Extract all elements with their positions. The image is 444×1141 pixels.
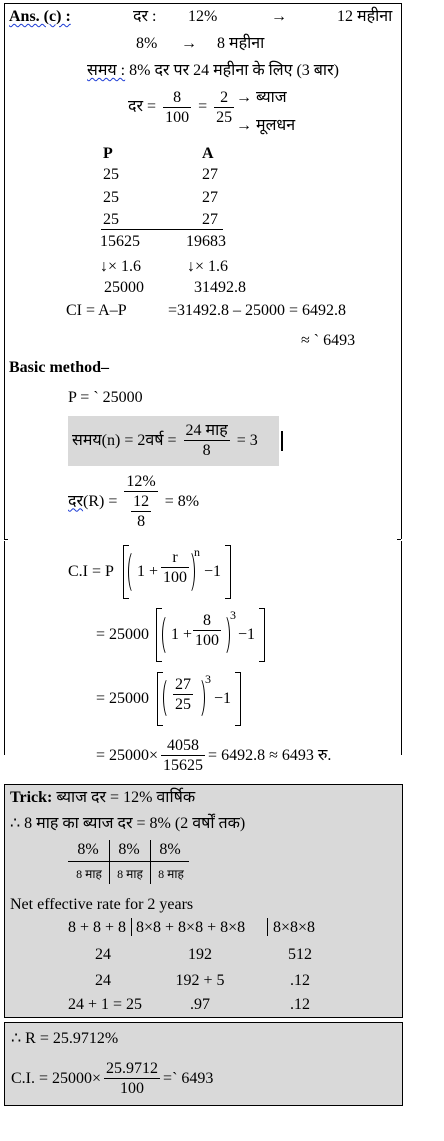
grid-bottom-2: 8 माह — [117, 867, 143, 881]
divider — [267, 918, 268, 936]
step1-lhs: = 25000 — [96, 626, 150, 643]
principal-line: P = ` 25000 — [68, 389, 143, 406]
final-ci-expression: C.I. = 25000× $\frac{25.9712}{100}$ =` 6493 — [11, 1060, 214, 1097]
header-col-c: 8×8×8 — [273, 919, 316, 936]
right-paren — [218, 614, 230, 656]
row-3-p: 25 — [103, 211, 119, 228]
row-2-p: 25 — [103, 189, 119, 206]
net-rate-label: Net effective rate for 2 years — [10, 896, 194, 913]
right-bracket — [225, 545, 231, 599]
multiplication-rule — [101, 229, 223, 230]
formula-one-plus: 1 + — [137, 563, 159, 580]
header-col-b: 8×8 + 8×8 + 8×8 — [136, 919, 246, 936]
row-2-col-c: .12 — [290, 972, 310, 989]
row-1-p: 25 — [103, 166, 119, 183]
header-col-a: 8 + 8 + 8 — [67, 919, 127, 936]
grid-top-2: 8% — [118, 841, 140, 858]
rate-label: दर : — [133, 8, 157, 25]
rate-grid — [68, 840, 189, 884]
row-1-a: 27 — [202, 166, 218, 183]
months-value: 12 महीना — [337, 8, 393, 25]
row-3-col-c: .12 — [290, 996, 310, 1013]
row-3-a: 27 — [202, 211, 218, 228]
time-note: समय : 8% दर पर 24 महीना के लिए (3 बार) — [87, 62, 339, 79]
step1-minus-one: −1 — [238, 626, 256, 643]
formula-r-fraction: $\frac{r}{100}$ — [163, 549, 187, 586]
trick-line-2: ∴ 8 माह का ब्याज दर = 8% (2 वर्षों तक) — [10, 815, 246, 832]
rate-expression: दर(R) = $\frac{12\%}{\frac{12}{8}}$ = 8% — [68, 473, 200, 530]
formula-minus-one: −1 — [204, 563, 222, 580]
ci-formula-lhs: C.I = P — [68, 563, 114, 580]
row-3-col-b: .97 — [190, 996, 210, 1013]
months-8-value: 8 महीना — [217, 35, 265, 52]
time-expression: समय(n) = 2वर्ष = $\frac{\text{24 माह}}{8}$ = 3 — [72, 422, 258, 459]
rate-value: 12% — [188, 8, 218, 25]
principal-pointer: → मूलधन — [236, 117, 296, 134]
ratio-expression: दर = $\frac{8}{100}$ = $\frac{2}{25}$ — [128, 89, 233, 126]
multiplier-p: ↓× 1.6 — [100, 258, 142, 275]
arrow-icon: → — [271, 8, 287, 25]
step1-exponent: 3 — [230, 608, 236, 622]
row-2-col-b: 192 + 5 — [175, 972, 225, 989]
divider — [131, 918, 132, 936]
grid-top-3: 8% — [159, 841, 181, 858]
ci-rhs: =31492.8 – 25000 = 6492.8 — [168, 302, 347, 319]
row-1-col-b: 192 — [188, 946, 212, 963]
row-2-col-a: 24 — [95, 972, 111, 989]
interest-pointer: → ब्याज — [236, 89, 287, 106]
grid-bottom-3: 8 माह — [158, 867, 184, 881]
row-2-a: 27 — [202, 189, 218, 206]
step2-exponent: 3 — [205, 672, 211, 686]
step2-minus-one: −1 — [214, 690, 232, 707]
column-head-a: A — [202, 145, 214, 162]
right-bracket — [259, 608, 265, 662]
step3-expression: = 25000× $\frac{4058}{15625}$ = 6492.8 ≈ 6493 रु. — [96, 737, 332, 774]
grid-bottom-1: 8 माह — [76, 867, 102, 881]
trick-line-1: Trick: ब्याज दर = 12% वार्षिक — [10, 789, 196, 806]
row-1-col-c: 512 — [288, 946, 312, 963]
formula-exponent: n — [194, 545, 200, 559]
multiplier-a: ↓× 1.6 — [187, 258, 229, 275]
scaled-p: 25000 — [104, 279, 144, 296]
answer-label: Ans. (c) : — [9, 8, 71, 25]
final-rate: ∴ R = 25.9712% — [11, 1030, 119, 1047]
step1-fraction: $\frac{8}{100}$ — [195, 612, 219, 649]
grid-top-1: 8% — [77, 841, 99, 858]
rate-8-value: 8% — [136, 35, 158, 52]
product-p: 15625 — [100, 233, 140, 250]
row-1-col-a: 24 — [95, 946, 111, 963]
product-a: 19683 — [186, 233, 226, 250]
right-paren — [193, 677, 205, 719]
ci-approx: ≈ ` 6493 — [301, 332, 356, 349]
step2-fraction: $\frac{27}{25}$ — [175, 676, 191, 713]
scaled-a: 31492.8 — [194, 279, 246, 296]
step2-lhs: = 25000 — [96, 690, 150, 707]
section-heading: Basic method– — [9, 359, 109, 376]
column-head-p: P — [103, 145, 113, 162]
arrow-icon: → — [181, 35, 197, 52]
row-3-col-a: 24 + 1 = 25 — [68, 996, 143, 1013]
step1-one-plus: 1 + — [171, 626, 193, 643]
right-bracket — [235, 672, 241, 726]
ci-lhs: CI = A–P — [66, 302, 127, 319]
text-cursor — [281, 431, 283, 451]
